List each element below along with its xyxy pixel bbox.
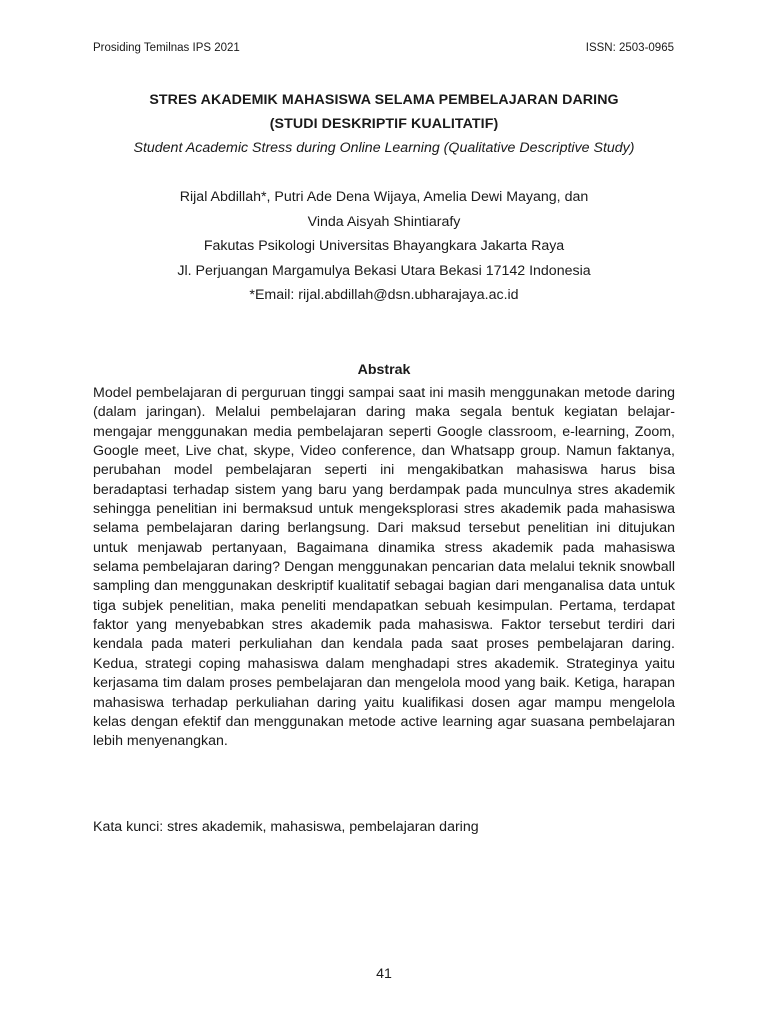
affiliation: Fakutas Psikologi Universitas Bhayangkara Jakarta Raya xyxy=(203,238,565,255)
email: *Email: rijal.abdillah@dsn.ubharajaya.ac.id xyxy=(249,287,519,304)
paper-title-line-1: STRES AKADEMIK MAHASISWA SELAMA PEMBELAJARAN DARING xyxy=(149,92,619,108)
abstract-body: Model pembelajaran di perguruan tinggi sampai saat ini masih menggunakan metode daring (dalam jaringan). Melalui pembelajaran daring maka segala bentuk kegiatan belajar-mengajar menggunakan media pembelajaran seperti Google classroom, e-learning, Zoom, Google meet, Live chat, skype, Video conference, dan Whatsapp group. Namun faktanya, perubahan model pembelajaran seperti ini mengakibatkan mahasiswa harus bisa beradaptasi terhadap sistem yang baru yang berdampak pada munculnya stres akademik sehingga penelitian ini bermaksud untuk mengeksplorasi stres akademik pada mahasiswa selama pembelajaran daring berlangsung. Dari maksud tersebut penelitian ini ditujukan untuk menjawab pertanyaan, Bagaimana dinamika stress akademik pada mahasiswa selama pembelajaran daring? Dengan menggunakan pencarian data melalui teknik snowball sampling dan menggunakan deskriptif kualitatif sebagai bagian dari menganalisa data untuk tiga subjek penelitian, maka peneliti mendapatkan sebuah kesimpulan. Pertama, terdapat faktor yang menyebabkan stres akademik pada mahasiswa. Faktor tersebut terdiri dari kendala pada materi perkuliahan dan kendala pada saat proses pembelajaran daring. Kedua, strategi coping mahasiswa dalam menghadapi stres akademik. Strateginya yaitu kerjasama tim dalam proses pembelajaran dan mengelola mood yang baik. Ketiga, harapan mahasiswa terhadap perkuliahan daring yaitu kualifikasi dosen agar mampu mengelola kelas dengan efektif dan menggunakan metode active learning agar suasana pembelajaran lebih menyenangkan. xyxy=(93,385,675,750)
authors-line-2: Vinda Aisyah Shintiarafy xyxy=(307,213,461,230)
running-header-issn: ISSN: 2503-0965 xyxy=(585,42,674,54)
keywords: Kata kunci: stres akademik, mahasiswa, pembelajaran daring xyxy=(93,819,479,835)
paper-title-english: Student Academic Stress during Online Learning (Qualitative Descriptive Study) xyxy=(133,140,635,156)
title-block xyxy=(93,88,675,160)
address: Jl. Perjuangan Margamulya Bekasi Utara Bekasi 17142 Indonesia xyxy=(177,262,591,279)
abstract-heading: Abstrak xyxy=(357,362,411,378)
authors-block xyxy=(93,185,675,308)
running-header-proceedings: Prosiding Temilnas IPS 2021 xyxy=(93,42,240,54)
paper-title-line-2: (STUDI DESKRIPTIF KUALITATIF) xyxy=(269,116,499,132)
authors-line-1: Rijal Abdillah*, Putri Ade Dena Wijaya, Amelia Dewi Mayang, dan xyxy=(179,189,589,205)
page-number: 41 xyxy=(376,966,392,982)
